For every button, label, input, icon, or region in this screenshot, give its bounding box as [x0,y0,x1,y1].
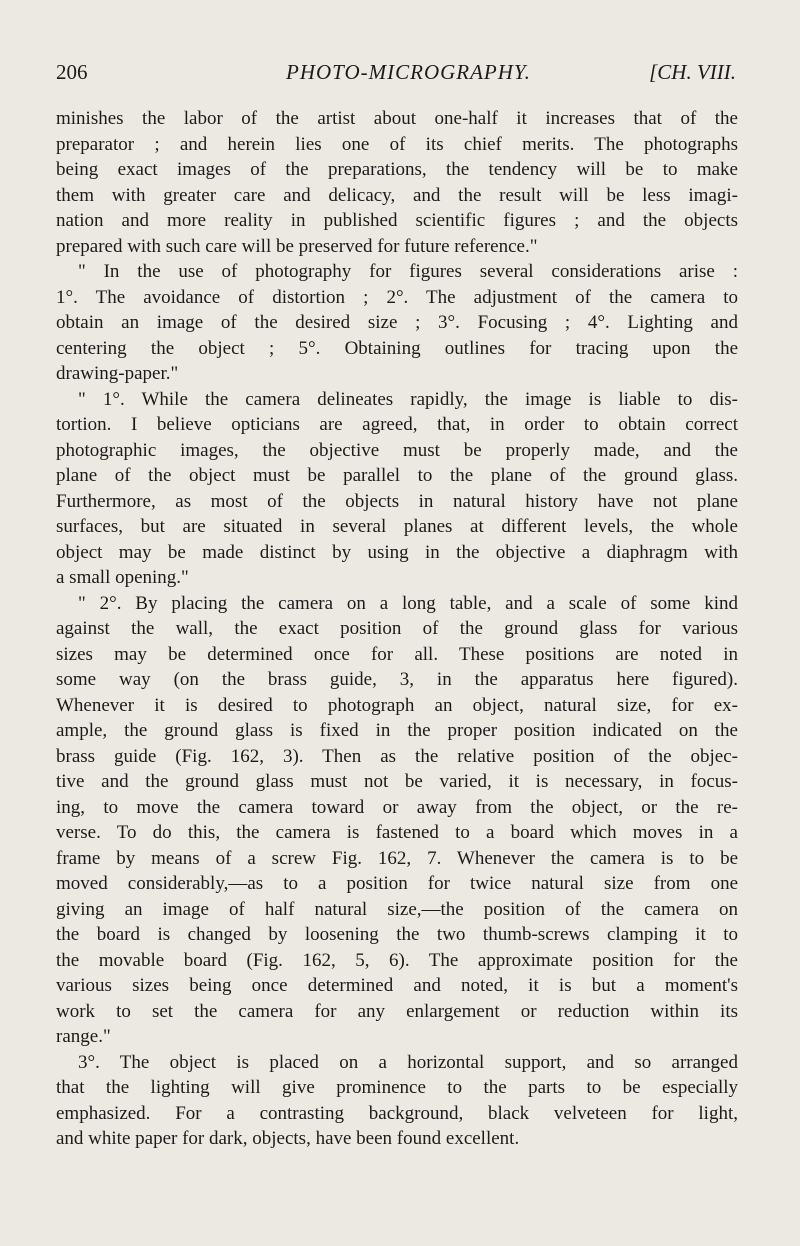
text-line: Furthermore, as most of the objects in natural history have not plane [56,490,738,512]
running-head [56,58,736,86]
text-line: and white paper for dark, objects, have been found excellent. [56,1128,520,1149]
text-line: 3°. The object is placed on a horizontal support, and so arranged [78,1051,738,1073]
text-line: " 2°. By placing the camera on a long table, and a scale of some kind [78,592,738,614]
text-line: moved considerably,—as to a position for twice natural size from one [56,873,738,894]
text-line: a small opening." [56,567,189,588]
text-line: work to set the camera for any enlargement or reduction within its [56,1000,738,1022]
running-title: PHOTO-MICROGRAPHY. [286,60,531,84]
text-line: that the lighting will give prominence to the parts to be especially [56,1077,738,1098]
text-line: preparator ; and herein lies one of its chief merits. The photographs [56,133,738,155]
chapter-reference: [CH. VIII. [649,60,736,84]
text-line: plane of the object must be parallel to the plane of the ground glass. [56,465,738,486]
text-line: the movable board (Fig. 162, 5, 6). The approximate position for the [56,949,738,971]
text-line: " 1°. While the camera delineates rapidly, the image is liable to dis- [78,388,738,410]
text-line: brass guide (Fig. 162, 3). Then as the relative position of the objec- [56,745,738,767]
text-line: minishes the labor of the artist about one-half it increases that of the [56,108,738,129]
text-line: giving an image of half natural size,—the position of the camera on [56,898,738,920]
text-line: emphasized. For a contrasting background, black velveteen for light, [56,1102,738,1124]
text-line: 1°. The avoidance of distortion ; 2°. The adjustment of the camera to [56,286,738,308]
text-line: " In the use of photography for figures several considerations arise : [78,261,738,282]
text-line: tortion. I believe opticians are agreed, that, in order to obtain correct [56,414,738,435]
body-text [56,106,738,1152]
text-line: drawing-paper." [56,363,179,384]
text-line: them with greater care and delicacy, and the result will be less imagi- [56,184,738,206]
text-line: object may be made distinct by using in the objective a diaphragm with [56,541,738,563]
text-line: photographic images, the objective must be properly made, and the [56,439,738,461]
page-number: 206 [56,60,88,84]
text-line: nation and more reality in published scientific figures ; and the objects [56,210,738,231]
text-line: ample, the ground glass is fixed in the proper position indicated on the [56,720,738,741]
text-line: the board is changed by loosening the two thumb-screws clamping it to [56,924,738,945]
text-line: sizes may be determined once for all. These positions are noted in [56,643,738,665]
text-line: frame by means of a screw Fig. 162, 7. Whenever the camera is to be [56,847,738,869]
text-line: against the wall, the exact position of the ground glass for various [56,618,738,639]
text-line: surfaces, but are situated in several planes at different levels, the whole [56,516,738,537]
text-line: range." [56,1026,111,1047]
text-line: Whenever it is desired to photograph an object, natural size, for ex- [56,694,738,716]
text-line: tive and the ground glass must not be varied, it is necessary, in focus- [56,771,738,792]
text-line: some way (on the brass guide, 3, in the apparatus here figured). [56,669,738,690]
text-line: various sizes being once determined and noted, it is but a moment's [56,975,738,996]
text-line: centering the object ; 5°. Obtaining outlines for tracing upon the [56,337,738,359]
text-line: verse. To do this, the camera is fastened to a board which moves in a [56,822,738,843]
text-line: being exact images of the preparations, the tendency will be to make [56,159,738,180]
text-line: ing, to move the camera toward or away from the object, or the re- [56,796,738,818]
text-line: prepared with such care will be preserved for future reference." [56,235,538,257]
text-line: obtain an image of the desired size ; 3°. Focusing ; 4°. Lighting and [56,312,738,333]
